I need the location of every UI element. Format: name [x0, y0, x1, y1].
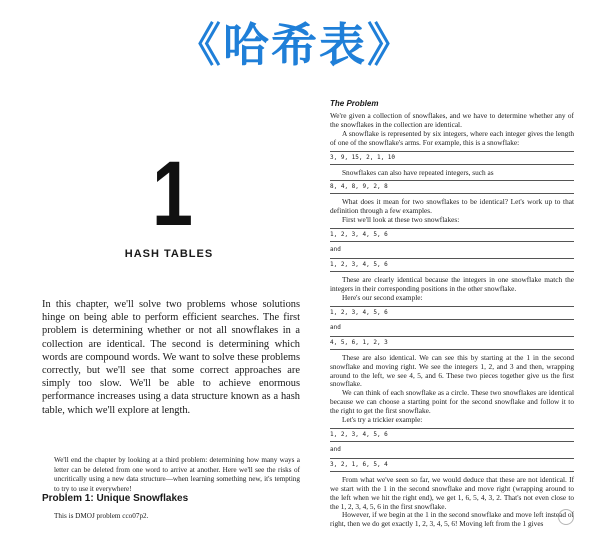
and-label: and: [330, 323, 341, 331]
code-block: 4, 5, 6, 1, 2, 3: [330, 336, 574, 350]
paragraph: Snowflakes can also have repeated integers, such as: [342, 167, 494, 177]
banner: [0, 0, 590, 84]
code-block: 1, 2, 3, 4, 5, 6: [330, 428, 574, 442]
left-page: [34, 88, 304, 539]
paragraph: First we'll look at these two snowflakes:: [342, 215, 460, 225]
intro-paragraph: In this chapter, we'll solve two problems whose solutions hinge on being able to perform efficient searches. The first problem is determining whether or not all snowflakes in a collection are identical. The second is determining which words are compound words. We want to solve these problems correctly, but we'll see that some correct approaches are simply too slow. We'll be able to achieve enormous performance increases using a data structure known as a hash table, which we'll explore at length.: [42, 299, 300, 416]
watermark: [558, 509, 574, 525]
code-block: 1, 2, 3, 4, 5, 6: [330, 258, 574, 272]
paragraph: A snowflake is represented by six integers, where each integer gives the length of one of the snowflake's arms. For example, this is a snowflake:: [330, 128, 574, 147]
right-page: [330, 100, 574, 539]
paragraph: These are also identical. We can see this by starting at the 1 in the second snowflake and moving right. We see the integers 1, 2, and 3 and then, wrapping around to the left, we see 4, 5, and 6. These two pieces together give us the first snowflake.: [330, 352, 574, 389]
code-block: 3, 2, 1, 6, 5, 4: [330, 458, 574, 472]
paragraph: We're given a collection of snowflakes, and we have to determine whether any of the snowflakes in the collection are identical.: [330, 110, 574, 129]
chapter-number: 1: [152, 143, 193, 245]
paragraph: These are clearly identical because the integers in one snowflake match the integers in their corresponding positions in the other snowflake.: [330, 275, 574, 293]
paragraph: Here's our second example:: [342, 292, 423, 302]
watermark-logo-icon: [558, 509, 574, 525]
problem-heading: The Problem: [330, 99, 379, 108]
and-label: and: [330, 246, 341, 254]
code-block: 3, 9, 15, 2, 1, 10: [330, 151, 574, 165]
code-block: 8, 4, 8, 9, 2, 8: [330, 180, 574, 194]
and-label: and: [330, 445, 341, 453]
paragraph: Let's try a trickier example:: [342, 415, 423, 425]
paragraph: What does it mean for two snowflakes to be identical? Let's work up to that definition through a few examples.: [330, 197, 574, 216]
banner-title: 《哈希表》: [175, 18, 415, 72]
code-block: 1, 2, 3, 4, 5, 6: [330, 228, 574, 242]
intro-paragraph-2: We'll end the chapter by looking at a third problem: determining how many ways a letter can be deleted from one word to arrive at another. Here we'll see the risks of uncritically using a new data structure—when learning something new, it's tempting to try to use it everywhere!: [54, 456, 300, 493]
code-block: 1, 2, 3, 4, 5, 6: [330, 306, 574, 320]
chapter-title: HASH TABLES: [124, 248, 214, 260]
paragraph: From what we've seen so far, we would deduce that these are not identical. If we start with the 1 in the second snowflake and move right (wrapping around to the left when we hit the right end), we get 1, 6, 5, 4, 3, 2. That's not even close to the 1, 2, 3, 4, 5, 6 in the first snowflake.: [330, 474, 574, 511]
section-heading: Problem 1: Unique Snowflakes: [42, 493, 189, 504]
section-body: This is DMOJ problem cco07p2.: [54, 512, 149, 520]
paragraph: We can think of each snowflake as a circle. These two snowflakes are identical because we can choose a starting point for the second snowflake and follow it to the right to get the first snowflake.: [330, 388, 574, 416]
paragraph: However, if we begin at the 1 in the second snowflake and move left instead of right, then we do get exactly 1, 2, 3, 4, 5, 6! Moving left from the 1 gives: [330, 510, 574, 529]
